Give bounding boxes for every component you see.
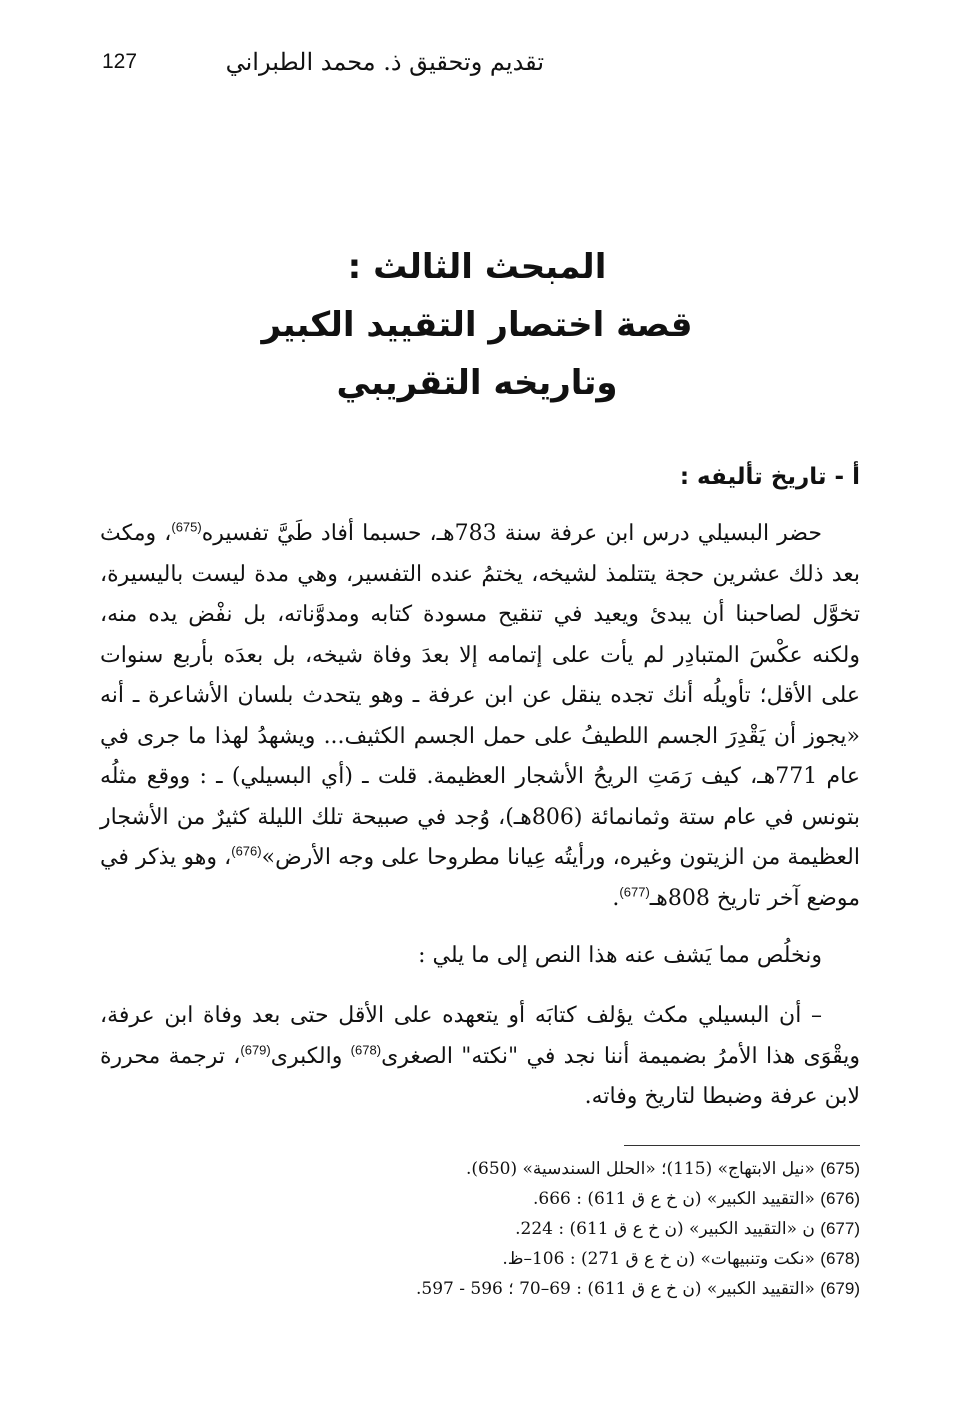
footnote-number: (677) bbox=[820, 1219, 860, 1238]
paragraph-1-part-1: حضر البسيلي درس ابن عرفة سنة 783هـ، حسبما أفاد طَيَّ تفسيره bbox=[201, 521, 822, 546]
footnote-number: (678) bbox=[820, 1249, 860, 1268]
footnote-677 bbox=[100, 1214, 860, 1244]
paragraph-2 bbox=[100, 936, 860, 977]
footnote-number: (675) bbox=[820, 1159, 860, 1178]
footnote-ref-677[interactable]: (677) bbox=[619, 884, 650, 900]
footnote-676 bbox=[100, 1184, 860, 1214]
paragraph-1-part-4: . bbox=[612, 885, 620, 911]
chapter-title bbox=[100, 238, 854, 412]
paragraph-2-text: ونخلُص مما يَشف عنه هذا النص إلى ما يلي : bbox=[418, 943, 822, 968]
footnote-text: «نيل الابتهاج» (115)؛ «الحلل السندسية» (650). bbox=[466, 1159, 815, 1179]
footnote-ref-678[interactable]: (678) bbox=[350, 1042, 382, 1058]
footnote-679 bbox=[100, 1274, 860, 1304]
footnote-number: (676) bbox=[820, 1189, 860, 1208]
section-heading: أ - تاريخ تأليفه : bbox=[679, 464, 860, 490]
paragraph-3 bbox=[100, 996, 860, 1118]
footnote-675 bbox=[100, 1154, 860, 1184]
footnote-text: «نكت وتنبيهات» (ن خ ع ق 271) : 106–ظ. bbox=[502, 1249, 815, 1269]
footnote-text: «التقييد الكبير» (ن خ ع ق 611) : 666. bbox=[532, 1189, 815, 1209]
paragraph-3-part-1: – أن البسيلي مكث يؤلف كتابَه أو يتعهده على الأقل حتى بعد وفاة ابن عرفة، ويقْوَى هذا الأمرُ بضميمة أننا نجد في "نكته" الصغرى bbox=[100, 1003, 860, 1069]
footnote-678 bbox=[100, 1244, 860, 1274]
chapter-title-line-3: وتاريخه التقريبي bbox=[336, 363, 618, 403]
footnote-number: (679) bbox=[820, 1279, 860, 1298]
footnote-text: «التقييد الكبير» (ن خ ع ق 611) : 69–70 ؛ 596 - 597. bbox=[415, 1279, 815, 1299]
paragraph-3-part-3: ، ترجمة محررة لابن عرفة وضبطا لتاريخ وفاته. bbox=[100, 1043, 860, 1109]
footnote-text: ن «التقييد الكبير» (ن خ ع ق 611) : 224. bbox=[515, 1219, 815, 1239]
paragraph-1-part-2: ، ومكث بعد ذلك عشرين حجة يتتلمذ لشيخه، يختمُ عنده التفسير، وهي مدة ليست باليسيرة، تخوَّل لصاحبنا أن يبدئ ويعيد في تنقيح مسودة كتابه ومدوَّناته، بل نفْض يده منه، ولكنه عكْسَ المتبادِر لم يأت على إتمامه إلا بعدَ وفاة شيخه، بل بعدَه بأربع سنوات على الأقل؛ تأويلُه أنك تجده ينقل عن ابن عرفة ـ وهو يتحدث بلسان الأشاعرة ـ أنه «يجوز أن يَقْدِرَ الجسم اللطيفُ على حمل الجسم الكثيف... ويشهدُ لهذا ما جرى في عام 771هـ، كيف رَمَتِ الريحُ الأشجار العظيمة. قلت ـ (أي البسيلي) ـ : ووقع مثلُه بتونس في عام ستة وثمانمائة (806هـ)، وُجد في صبيحة تلك الليلة كثيرٌ من الأشجار العظيمة من الزيتون وغيره، ورأيتُه عِيانا مطروحا على وجه الأرض» bbox=[100, 521, 861, 870]
chapter-title-line-2: قصة اختصار التقييد الكبير bbox=[261, 305, 693, 345]
footnote-ref-676[interactable]: (676) bbox=[231, 843, 262, 859]
paragraph-1-text bbox=[100, 514, 860, 919]
running-title: تقديم وتحقيق ذ. محمد الطبراني bbox=[225, 48, 544, 76]
paragraph-1-part-3: ، وهو يذكر في موضع آخر تاريخ 808هـ bbox=[100, 845, 860, 911]
paragraph-3-text bbox=[100, 996, 860, 1118]
paragraph-3-part-2: والكبرى bbox=[270, 1043, 351, 1069]
page-header bbox=[100, 46, 854, 86]
footnotes bbox=[100, 1154, 860, 1304]
footnote-ref-675[interactable]: (675) bbox=[171, 519, 202, 535]
chapter-title-line-1: المبحث الثالث : bbox=[347, 247, 607, 287]
footnote-divider bbox=[624, 1145, 860, 1146]
footnote-ref-679[interactable]: (679) bbox=[240, 1042, 271, 1058]
page-number: 127 bbox=[102, 50, 138, 73]
paragraph-1 bbox=[100, 514, 860, 919]
